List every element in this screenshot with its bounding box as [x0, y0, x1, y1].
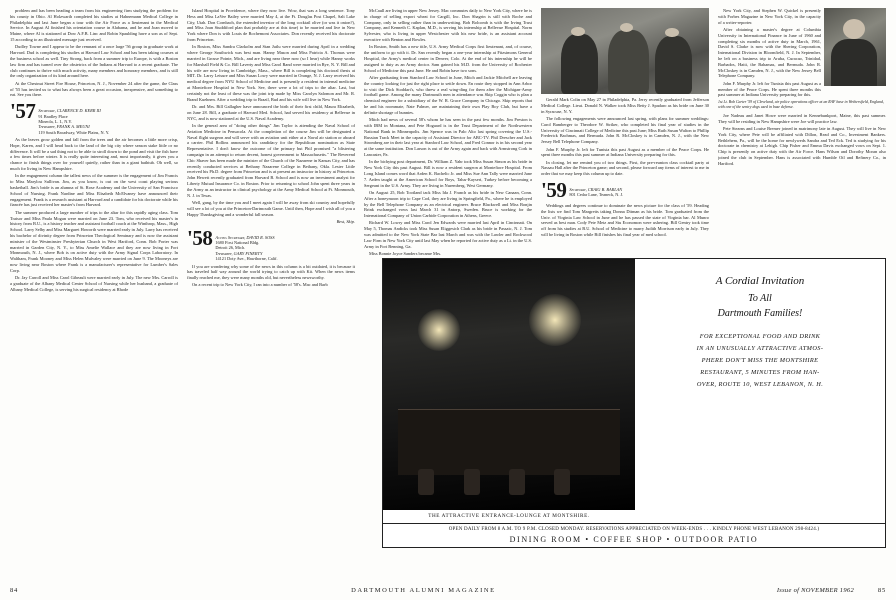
paragraph: In Boston, Miss Sandra Clarkolm and Stan Jutlu were married during April in a wedding where George Southwick was best man. Hanny Mason and Miss Patricia A. Thomas were married in Grosse Pointe, Mich., and are living near there now (so I hear) while Hanny works for Marshall Field & Co. Bill Laverty and Miss Carol Rand were married in Rye, N. Y. Bill and his wife are now living in Cambridge, Mass., where Bill is completing his doctoral thesis at MIT. Dr. Larry Leisure and Miss Susan Lowy were married in Orange, N. J. Larry received his medical degree from NYU School of Medicine and is presently a resident in internal medicine at Montefiore Hospital in New York. See, there were a lot of trips to the altar. Last, but certainly not the least of these was the joint trip made by Miss Carolyn Salomon and Mr. R. Brand Kuehnen. After a wedding trip to Brazil, Bud and his wife will live in New York. — [187, 44, 355, 102]
ad-body-line-5: OVER, ROUTE 10, WEST LEBANON, N. H. — [696, 380, 824, 388]
paragraph: Mitch had news of several 58's whom he has seen in the past few months. Jim Preston is with IBM in Montana, and Pete Hogaard is in the Trust Department of the Northwestern National Bank in Minneapolis. Jim Spence was in Palo Alto last spring covering the U.S.-Russian Track Meet in the capacity of Assistant Director for ABC-TV. Phil Drescher and Jack Stromberg are in their last year at Stanford Law School, and Fred Connor is in his second year at the same institution. Don Larson is out of the Army again and back with Armstrong Cork in Lancaster, Pa. — [364, 117, 532, 157]
ad-body-line-4: RESTAURANT, 5 MINUTES FROM HAN- — [700, 368, 820, 376]
treasurer-line: Treasurer, FRANK A. MEUNI — [38, 124, 90, 130]
ad-hours-and-tagline — [383, 523, 885, 547]
paragraph: Weddings and degrees continue to dominate the news picture for the class of '59. Heading the lists we find Tom Margretts taking Donna Ditman as his bride. Tom graduated from the Univ. of Virginia Law School in June and he has passed the state of Virginia bar. Al Munro served as best man. Cody Pete Metz and Stu Economon were ushering. Bill Gentry took time off from his studies at B.U. School of Medicine to marry Judith Morrison early in July. They will be living in Boston while Bill finishes his final year of med school. — [541, 203, 709, 238]
class-heading-1959 — [541, 178, 709, 203]
paragraph: The summer produced a large number of trips to the altar for this rapidly aging class. Tom Traisor and Miss Paula Mogan were married on June 23. Tom, who received his master's in history from B.U., is a history teacher and assistant football coach at the Winthrop, Mass., High School. Larry Selby and Miss Margaret Howorth were married early in July. Larry has received his bachelor of divinity degree from Princeton Theological Seminary and is now the assistant minister of the Westminster Presbyterian Church in West Hartford, Conn. Bob Porter was married in Garden City, N. Y., to Miss Amelie Wallace and they are now living in Fort Monmouth, N. J., where Bob is on active duty with the Army Signal Corps Laboratory. In Waltham, Frank Mooney and Miss Helen Mulvaley were married on June 9. The Mooneys are now living near Boston where Frank is a manufacturer's representative for Lumber's Sales Corp. — [10, 209, 178, 273]
paragraph: Dudley Towne and I appear to be the remnant of a once large '56 group in graduate work at Harvard. Dud is completing his studies at Harvard Law School and has been taking courses at the business school as well. Tiny Strong, back from a summer trip to Europe, is with a Boston law firm and has turned over the obstetrics of the Indians at Harvard to a recent graduate. The club continues to thrive with much activity, many members and honorary members, and is still the only organization of its kind around here. — [10, 44, 178, 79]
paragraph: After graduating from Stanford Law School in June, Mitch and Jackie Mitchell are leaving the country looking for just the right place to settle down. En route they stopped in Ann Arbor to visit the Dick Stoddart's, who threw a real wing-ding for them after the Michigan-Army football game. Among the many Dartmouth men in attendance was Skip Coggin who is plan a chemical engineer for a subsidiary of the W. R. Grace Company in Chicago. Skip reports that he and his roommate, Nate Palmer, are maintaining their own Play Boy Club, but have a definite shortage of bunnies. — [364, 74, 532, 115]
paragraph: Island Hospital in Providence, where they now live. Wow, that was a long sentence. Tony Hess and Miss LaVee Bailey were married May 4, at the Ft. Douglas Post Chapel, Salt Lake City, Utah. Don Cornbach, the extended investor of the long cocktail olive (or was it onion?), and Miss Joan Studdiford plan that probably are at this time) to be married and live in New York where Don is with Louis de Rochemont Associates. Don recently received his doctorate from Princeton. — [187, 8, 355, 43]
class-heading-1957 — [10, 99, 178, 135]
ad-body-line-1: FOR EXCEPTIONAL FOOD AND DRINK — [699, 333, 821, 340]
paragraph: In the general area of "doing other things" Jim Taylor is attending the Naval School of Aviation Medicine in Pensacola. At the completion of the course Jim will be designated a Naval flight surgeon and will serve with an aviation unit either at a Naval air station or aboard a carrier. Phil Rollins announced his candidacy for the Republican nomination as State Representative. I don't know the outcome of the primary but Phil promised "a blistering campaign in an attempt to return decent, honest government to Massachusetts." The Reverend Chic Shaver has been made the minister of the Church of the Nazarene in Kansas City, and has recently conducted services at Bethany Nazarene College in Bethany, Okla. Lester Little received his Ph.D. degree from Princeton and is at present an instructor in history at Princeton. John Hewett recently graduated from Harvard B. School and is now an investment analyst for Liberty Mutual Insurance Co. in Boston. Prior to returning to school John spent three years in the Army as an instructor in clinical psychology at the Army Medical School at Ft. Monmouth, N. J. in Texas. — [187, 122, 355, 198]
photo-block-meeting — [541, 8, 709, 94]
secretary-line: Acting Secretary, DAVID R. SOSS — [215, 234, 275, 240]
treasurer-address: 14121 Doty Ave., Hawthorne, Calif. — [215, 256, 278, 262]
secretary-address-2: Mineola, L. I., N.Y. — [38, 118, 73, 124]
ad-hours: OPEN DAILY FROM 8 A.M. TO 9 P.M. CLOSED MONDAY. RESERVATIONS APPRECIATED ON WEEK-ENDS . . . KINDLY PHONE WEST LEBANON 298-8424.) — [448, 527, 820, 532]
ad-copy — [635, 259, 885, 523]
column-1 — [10, 8, 178, 556]
paragraph: Richard W. Lowry and Miss Carol Jen Edwards were married last April in Cincinnati. On May 5, Thomas Andicks took Miss Susan Eliggesich Clark as his bride in Passaic, N. J. Tom was admitted to the New York State Bar last March and was with the Lawler and Rockwood Law Firm in New York City until last May when he reported for active duty as a Lt. in the U.S. Army in Fort Benning, Ga. — [364, 220, 532, 249]
class-officers — [38, 102, 109, 135]
paragraph: In the bichying post department, Dr. William Z. Yahr took Miss Susan Simon as his bride in New York City this past August. Bill is now a resident surgeon at Montefiore Hospital. From Long Island comes word that Arden K. Bachelic Jr. and Miss Sue Ann Tally were married June 7. Arden taught at the American School for Boys, Talus-Kayseri, Turkey before becoming a Sergeant in the U.S. Army. They are living in Nuremberg, West Germany. — [364, 159, 532, 188]
paragraph: On a recent trip to New York City, I ran into a number of '58's. Mac and Barb — [192, 282, 328, 288]
secretary-address-2: Detroit 26, Mich. — [215, 245, 246, 251]
paragraph: Pete Stearns and Louise Bremer joined in matrimony late in August. They will live in New York City, where Pete will be affiliated with Dillon, Read and Co., Investment Bankers. Bethlehem, Pa., will be the home for newlyweds Sandra and Ted Eck. Ted is studying for his doctorate in chemistry at Lehigh. Chip Fisher and Emma Davis exchanged vows on Sept. 1. Chip is presently on active duty with the Air Force. Hans Wilson and Dorothy Moran also joined the club in September. Hans is associated with Humble Oil and Refinery Co., in Hartford. — [718, 125, 886, 166]
paragraph: The following engagements were announced last spring, with plans for summer weddings: Carol Bamberger to Theodore W. Striker, who completed his final year of studies in the University of Cincinnati College of Medicine this past June; Miss Ruth Susan Walton to Phillip Frederick Bachmas, and Bermuda. John R. McCloskey is in Camden, N. J., with the New Jersey Bell Telephone Company. — [541, 115, 709, 145]
secretary-line: Secretary, CRAIG B. BARLAN — [569, 187, 623, 193]
page-footer — [10, 587, 886, 594]
paragraph: Gerald Mark Colin on May 27 in Philadelphia, Pa. Jerry recently graduated from Jefferson Medical College. Lieut. Donald N. Walker took Miss Betty J. Spadaro as his bride on June 30 in Syracuse, N. Y. — [541, 97, 709, 114]
paragraph: John F. Murphy Jr. left for Tunisia this past August as a member of the Peace Corps. He spent three months this past summer at Indiana University preparing for this. — [718, 80, 821, 98]
paragraph: In the engagement column the tallest news of the summer is the engagement of Jim Francis to Miss Marylou Sullivan. Jim, as you know, is out on the west coast playing serious basketball. Jim's bride is an alumna of St. Rose Academy and the University of San Francisco School of Nursing. Frank Nardine and Miss Elisabeth McElvaney have announced their engagement. Frank is a research assistant at Harvard and a candidate for his doctorate while his fiancée has just received her master's from Harvard. — [10, 173, 178, 208]
ad-body-line-3: PHERE DON'T MISS THE MONTSHIRE — [701, 356, 819, 364]
ad-photo-block — [383, 259, 635, 523]
paragraph: As the leaves grow golden and fall from the trees and the air becomes a little more crisp, Hope, Karen, and I will head back to the land of the big city where season stake little or no difference. It will be a sad thing not to be able to stroll down to the pond and visit the fish have a few times before winter. It is really quite interesting and, most importantly, it gives you a chance to finish things over for yourself quietly, rather than in a giant bathtub. Oh well, so much for living in New Hampshire. — [10, 136, 178, 172]
treasurer-address: 119 South Broadway, White Plains, N. Y. — [38, 129, 110, 135]
photo-group-of-men — [541, 8, 709, 94]
class-officers — [215, 229, 277, 262]
paragraph: At the Chestnut Street Fire House, Princeton, N. J., November 24 after the game, the Class of '55 has invited us to what has always been a great occasion, inexpensive, and something to eat. See you there. — [10, 80, 178, 98]
ad-body-line-2: IN AN UNUSUALLY ATTRACTIVE ATMOS- — [696, 344, 824, 352]
class-heading-1958 — [187, 225, 355, 262]
publication-title: DARTMOUTH ALUMNI MAGAZINE — [351, 587, 496, 594]
class-number: '58 — [187, 225, 213, 250]
class-number: '57 — [10, 99, 36, 124]
treasurer-line: Treasurer, GARY FINERTY — [215, 250, 263, 256]
paragraph: Joe Nadeau and Janet Howe were married in Kennebunkport, Maine, this past summer. They will be residing in New Hampshire were Joe will practice law. — [718, 112, 886, 124]
ad-headline-3: Dartmouth Families! — [717, 308, 803, 319]
signoff: Best, Skip. — [336, 218, 355, 224]
paragraph: On August 25, Bob Tootland tack Miss Ida J. Franch as his bride in New Canaan, Conn. After a honeymoon trip to Cape Cod, they are living in Springfield, Pa., where he is employed by the Bell Telephone Company as an electrical engineer. Bruce Blackwell and Miss Bonjin Brink exchanged vows last March 31 in Antorp, Sweden. Bruce is working for the International Company of Union Carbide Corporation in Athens, Greece. — [364, 189, 532, 219]
ad-headline-2: To All — [748, 293, 772, 304]
ad-photo-caption: THE ATTRACTIVE ENTRANCE-LOUNGE AT MONTSHIRE. — [383, 510, 635, 523]
ad-photo-lounge — [383, 259, 635, 510]
column-2 — [187, 8, 355, 556]
issue-date: Issue of NOVEMBER 1962 — [776, 587, 854, 594]
paragraph: problem and has been heading a team from his engineering firm studying the problem for his county in Ohio. Al Holzwarth completed his studies at Hahnemann Medical College in Philadelphia and last June began a tour with the Air Force as a lieutenant in the Medical Service. In August Al finished his orientation course in Alabama, and he and Joan moved to Maine, where Al is stationed at Dow A.F.B. Linc and Robin Spaulding have a son as of Sept. 15 according to an illustrated message just received. — [10, 8, 178, 43]
paragraph: Miss Bonnie Joyce Sanders became Mrs. — [369, 251, 442, 256]
paragraph: Dr. Jay Carroll and Miss Carol Gibeault were married early in July. The new Mrs. Carroll is a graduate of the Albany Medical Center School of Nursing while her husband, a graduate of Albany Medical College, is serving his surgical residency at Rhode — [10, 275, 178, 292]
photo-caption-bob-carter: 1st Lt. Bob Carter '59 of Cleveland, air police operations officer at an RAF base in Wethersfield, England, with one of the sentry dogs used in base defense. — [718, 99, 884, 109]
paragraph: In Boston, Smith has a new title, U.S. Army Medical Corps first lieutenant, and, of course, the uniform to go with it. Dr. San recently began a one-year internship at Fitzsimons General Hospital, the Army's medical center in Denver, Colo. At the end of his internship he will be assigned to duty as an Army doctor. Sam gained his M.D. from the University of Rochester School of Medicine this past June. He and Robin have two sons. — [364, 44, 532, 73]
paragraph: In closing, let me remind you of two things. First, the pre-reunion class cocktail party at Nassau Hall after the Princeton game; and second, please forward any items of interest to me in order that we may keep this column up to date. — [541, 159, 709, 177]
ad-tagline: DINING ROOM • COFFEE SHOP • OUTDOOR PATIO — [509, 535, 759, 544]
paragraph: McCaull are living in upper New Jersey. Mac commutes daily to New York City, where he is in charge of selling export wheat for Cargill, Inc. Don Shagrin is still with Roche and Company, only in selling rather than in underwriting. Bob Bolcomb is with the Irving Trust Company, and Kenneth C. Kaplan, M.D., is serving his internship at Bellevue Hospital. Norm Sylvester, who is living in upper Westchester with his new bride, is an assistant account executive with Benton and Bowles. — [364, 8, 532, 43]
secretary-address-1: 91 Bradley Place — [38, 113, 68, 119]
class-officers — [569, 181, 623, 198]
page-number-left: 84 — [10, 587, 19, 594]
secretary-address-1: 1680 First National Bldg. — [215, 240, 260, 246]
ad-content — [383, 259, 885, 523]
class-number: '59 — [541, 178, 567, 203]
secretary-address-1: 801 Cedar Lane, Teaneck, N. J. — [569, 192, 624, 198]
paragraph: Dr. and Mrs. Bill Gallagher have announced the birth of their first child, Maura Elizabeth, on June 28. Bill, a graduate of Harvard Med. School, had served his residency at Bellevue in NYC, and is now stationed at the U.S. Naval Academy. — [187, 104, 355, 121]
ad-headline-1: A Cordial Invitation — [715, 275, 805, 287]
paragraph: After obtaining a master's degree at Columbia University in International Finance in June of 1960 and completing six months of active duty in March, 1961, David S. Clarke is now with the Shering Corporation, International Division in Bloomfield, N. J. In September, he left on a business trip to Aruba, Curacao, Trinidad, Barbados, Haiti, the Bahamas, and Bermuda. John R. McCloskey is in Camden, N. J., with the New Jersey Bell Telephone Company. — [718, 26, 821, 79]
advertisement-montshire-restaurant — [382, 258, 886, 548]
page-number-right: 85 — [877, 587, 886, 594]
paragraph: Well, gang, by the time you and I meet again I will be away from ski country and hopefully will see a lot of you at the Princeton-Dartmouth Game. Until then, Hope and I wish all of you a Happy Thanksgiving and a wonderful fall season. — [187, 200, 355, 217]
paragraph: If you are wondering why some of the news in this column is a bit outdated, it is because it has traveled half way around the world trying to catch up with Kit. When the news items finally reached me, they were many months old, but nevertheless newsworthy. — [187, 263, 355, 281]
photo-lt-bob-carter — [824, 8, 886, 86]
paragraph: John F. Murphy Jr. left for Tunisia this past August as a member of the Peace Corps. He spent three months this past summer at Indiana University preparing for this. — [541, 146, 709, 158]
secretary-line: Secretary, CLARENCE D. KERR III — [38, 108, 101, 114]
paragraph: New York City, and Stephen W. Quickel is presently with Forbes Magazine in New York City, in the capacity of a writer-reporter. — [718, 8, 821, 25]
